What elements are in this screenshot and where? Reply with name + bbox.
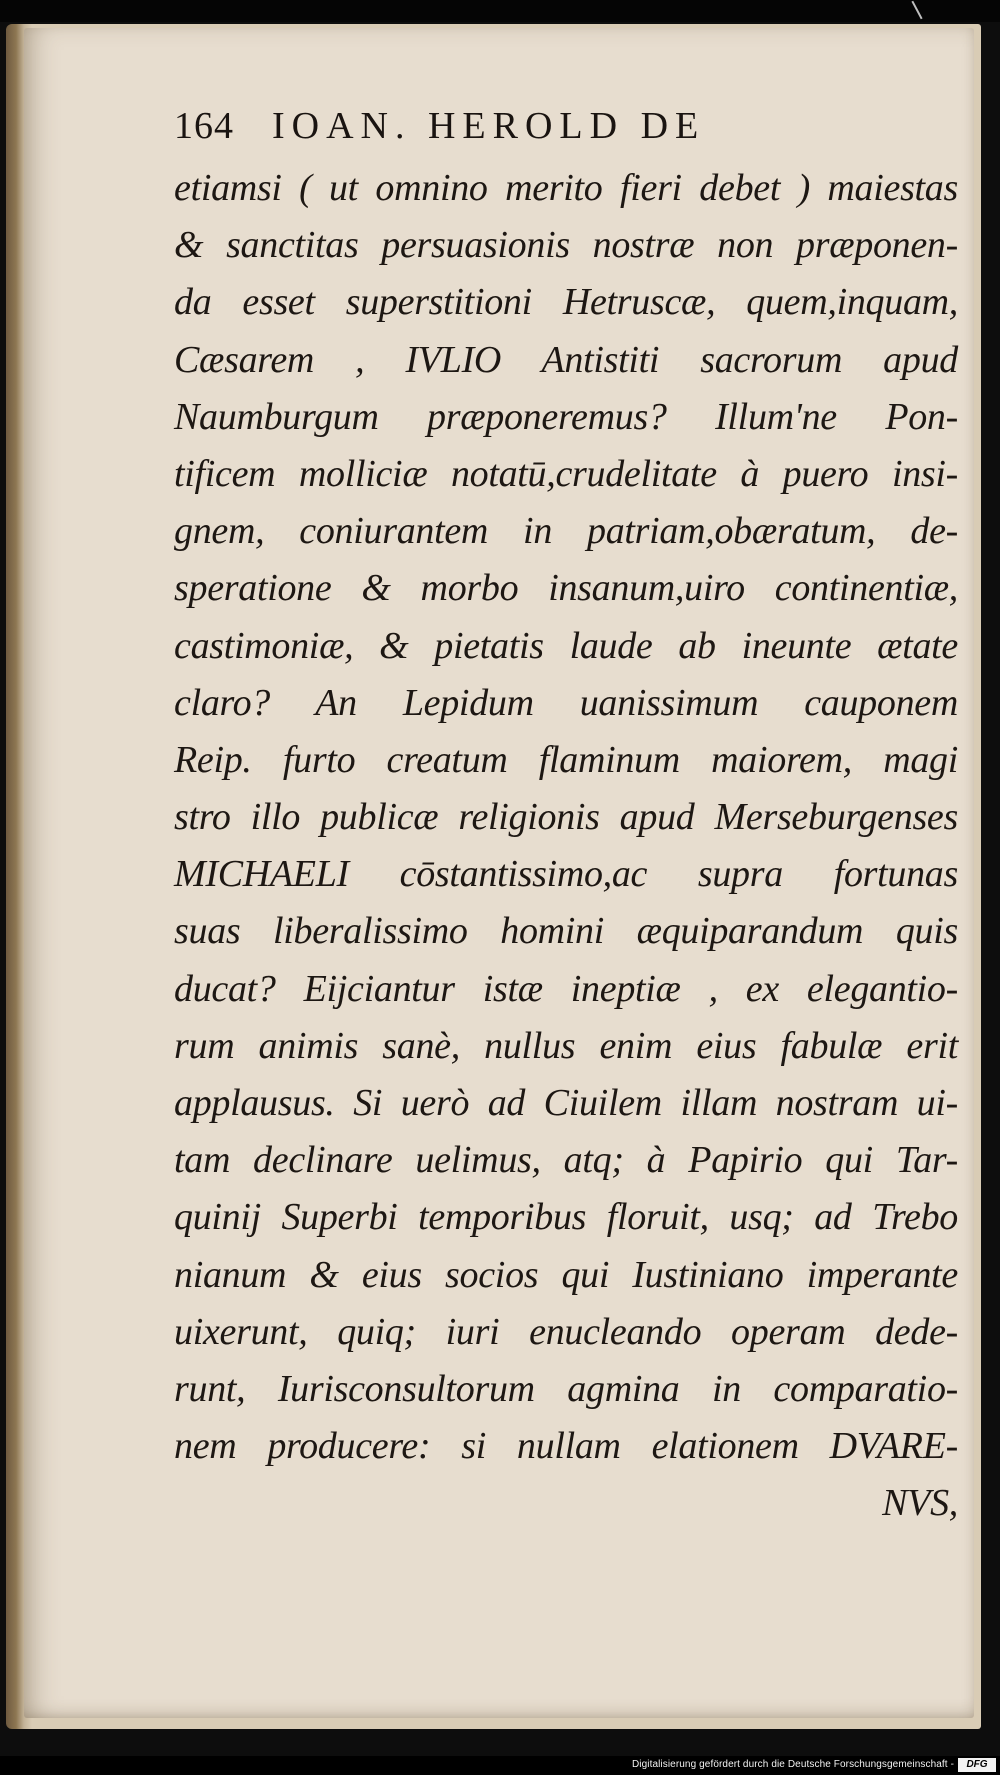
digitization-credit: Digitalisierung gefördert durch die Deutsche Forschungsgemeinschaft - xyxy=(631,1759,954,1770)
text-line: suas liberalissimo homini æquiparandum quis xyxy=(174,910,958,953)
text-line: stro illo publicæ religionis apud Merseburgenses xyxy=(174,796,958,839)
text-line: quinij Superbi temporibus floruit, usq; ad Trebo xyxy=(174,1196,958,1239)
page-number: 164 xyxy=(174,105,234,147)
text-line: MICHAELI cōstantissimo,ac supra fortunas xyxy=(174,853,958,896)
text-line: rum animis sanè, nullus enim eius fabulæ erit xyxy=(174,1024,958,1067)
text-line: tam declinare uelimus, atq; à Papirio qui Tar- xyxy=(174,1139,958,1182)
text-line: uixerunt, quiq; iuri enucleando operam dede- xyxy=(174,1310,958,1353)
text-line: gnem, coniurantem in patriam,obæratum, de- xyxy=(174,510,958,553)
text-line: Reip. furto creatum flaminum maiorem, magi xyxy=(174,738,958,781)
text-line: applausus. Si uerò ad Ciuilem illam nostram ui- xyxy=(174,1082,958,1124)
text-line: ducat? Eijciantur istæ ineptiæ , ex elegantio- xyxy=(174,967,958,1010)
catchword: NVS, xyxy=(882,1482,958,1525)
dfg-logo-icon: DFG xyxy=(958,1758,996,1772)
running-title: IOAN. HEROLD DE xyxy=(272,105,706,147)
text-line: castimoniæ, & pietatis laude ab ineunte ætate xyxy=(174,624,958,667)
text-line: nem producere: si nullam elationem DVARE- xyxy=(174,1425,958,1468)
text-line: da esset superstitioni Hetruscæ, quem,inquam, xyxy=(174,281,958,324)
text-block xyxy=(174,104,974,1533)
text-line: speratione & morbo insanum,uiro continentiæ, xyxy=(174,567,958,610)
text-line: Cæsarem , IVLIO Antistiti sacrorum apud xyxy=(174,338,958,381)
text-line: nianum & eius socios qui Iustiniano imperante xyxy=(174,1253,958,1296)
scan-top-shadow xyxy=(0,0,1000,22)
text-line: runt, Iurisconsultorum agmina in comparatio- xyxy=(174,1367,958,1410)
running-head xyxy=(174,104,974,160)
text-line: claro? An Lepidum uanissimum cauponem xyxy=(174,681,958,724)
text-line: & sanctitas persuasionis nostræ non præponen- xyxy=(174,224,958,267)
text-line: etiamsi ( ut omnino merito fieri debet ) maiestas xyxy=(174,167,958,209)
text-line: tificem molliciæ notatū,crudelitate à puero insi- xyxy=(174,452,958,495)
text-line: Naumburgum præponeremus? Illum'ne Pon- xyxy=(174,395,958,438)
